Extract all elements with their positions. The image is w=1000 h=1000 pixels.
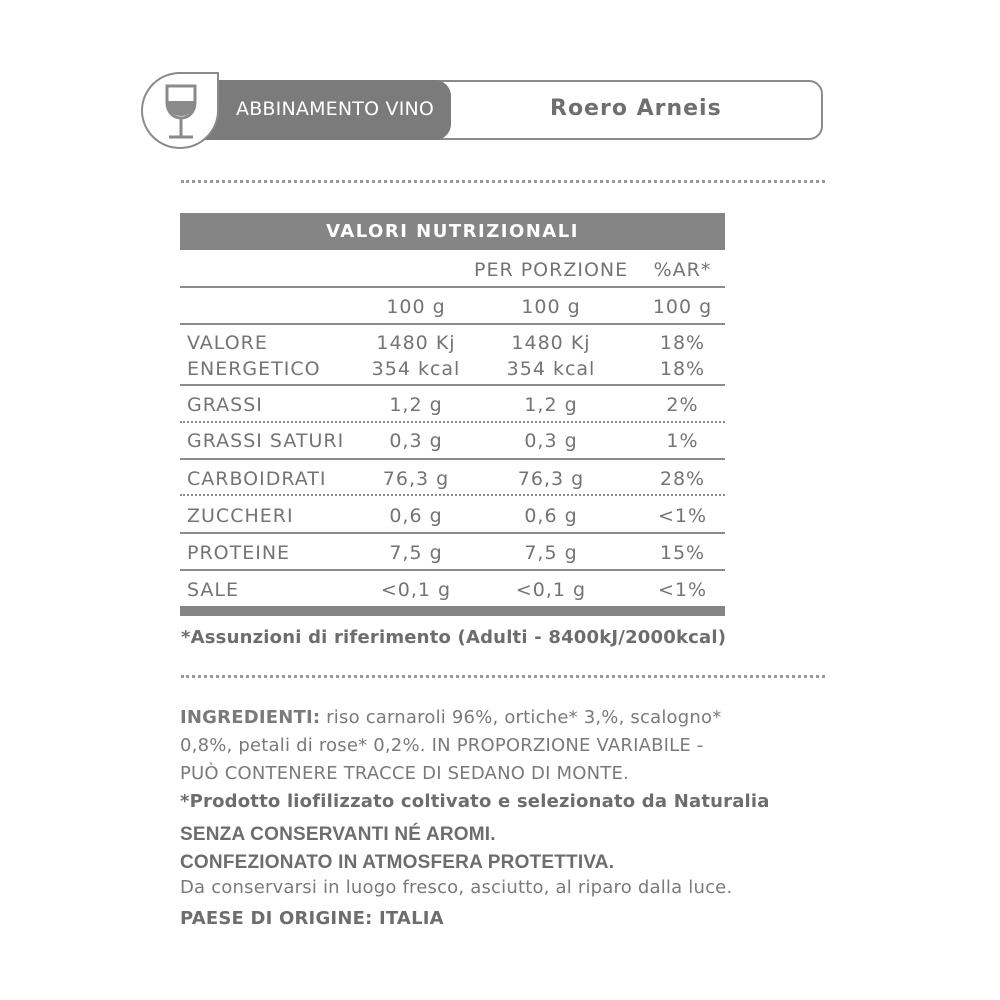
row-value-ar: 28% [659,468,706,490]
row-value-portion: 1480 Kj [511,332,591,354]
table-rule [180,569,725,571]
row-value-100g: 0,3 g [389,430,443,452]
ingredients-note: *Prodotto liofilizzato coltivato e selezionato da Naturalia [180,791,770,812]
ingredients-text-1: riso carnaroli 96%, ortiche* 3,%, scalogno* [320,707,722,728]
row-value-ar: 18% [659,358,706,380]
row-value-ar: <1% [657,505,708,527]
ingredients-line-3: PUÒ CONTENERE TRACCE DI SEDANO DI MONTE. [180,763,629,784]
table-rule [180,532,725,534]
unit-portion: 100 g [521,296,581,318]
table-rule-dotted [180,494,725,496]
row-name: GRASSI SATURI [187,430,345,452]
nutrition-bottom-bar [180,606,725,616]
row-value-100g: 1480 Kj [376,332,456,354]
row-value-portion: 354 kcal [506,358,596,380]
nutrition-footnote: *Assunzioni di riferimento (Adulti - 8400kJ/2000kcal) [181,627,727,648]
row-value-100g: 1,2 g [389,394,443,416]
row-value-portion: 76,3 g [517,468,585,490]
row-value-portion: 0,6 g [524,505,578,527]
row-value-100g: <0,1 g [380,579,452,601]
row-value-portion: 0,3 g [524,430,578,452]
table-rule [180,286,725,288]
nutrition-title: VALORI NUTRIZIONALI [326,221,579,242]
storage-info: Da conservarsi in luogo fresco, asciutto, al riparo dalla luce. [180,877,733,898]
dotted-divider-top [181,180,825,183]
row-value-100g: 7,5 g [389,542,443,564]
row-value-ar: 15% [659,542,706,564]
row-value-100g: 76,3 g [382,468,450,490]
ingredients-label: INGREDIENTI: [180,707,321,728]
row-name: SALE [187,579,240,601]
header-ar: %AR* [653,259,712,281]
country-of-origin: PAESE DI ORIGINE: ITALIA [180,908,444,929]
row-name: GRASSI [187,394,263,416]
row-value-100g: 0,6 g [389,505,443,527]
row-value-portion: 1,2 g [524,394,578,416]
row-name: ZUCCHERI [187,505,294,527]
wine-badge [141,72,219,149]
row-name: ENERGETICO [187,358,321,380]
row-value-ar: <1% [657,579,708,601]
row-value-ar: 2% [666,394,699,416]
row-name: VALORE [187,332,268,354]
row-value-100g: 354 kcal [371,358,461,380]
wine-pairing-label: ABBINAMENTO VINO [236,98,435,120]
unit-100g: 100 g [386,296,446,318]
table-rule [180,458,725,460]
row-name: CARBOIDRATI [187,468,327,490]
packaging-info: CONFEZIONATO IN ATMOSFERA PROTETTIVA. [180,852,615,873]
row-value-portion: 7,5 g [524,542,578,564]
table-rule [180,323,725,325]
table-rule-dotted [180,421,725,423]
wine-glass-icon [163,84,199,140]
wine-pairing-value: Roero Arneis [550,96,722,121]
row-name: PROTEINE [187,542,291,564]
header-per-portion: PER PORZIONE [474,259,629,281]
row-value-portion: <0,1 g [515,579,587,601]
no-preservatives: SENZA CONSERVANTI NÉ AROMI. [180,824,496,845]
row-value-ar: 1% [666,430,699,452]
ingredients-line-2: 0,8%, petali di rose* 0,2%. IN PROPORZIONE VARIABILE - [180,735,704,756]
table-rule [180,384,725,386]
unit-ar: 100 g [652,296,713,318]
ingredients-line-1 [180,707,721,728]
row-value-ar: 18% [659,332,706,354]
dotted-divider-bottom [181,675,825,678]
